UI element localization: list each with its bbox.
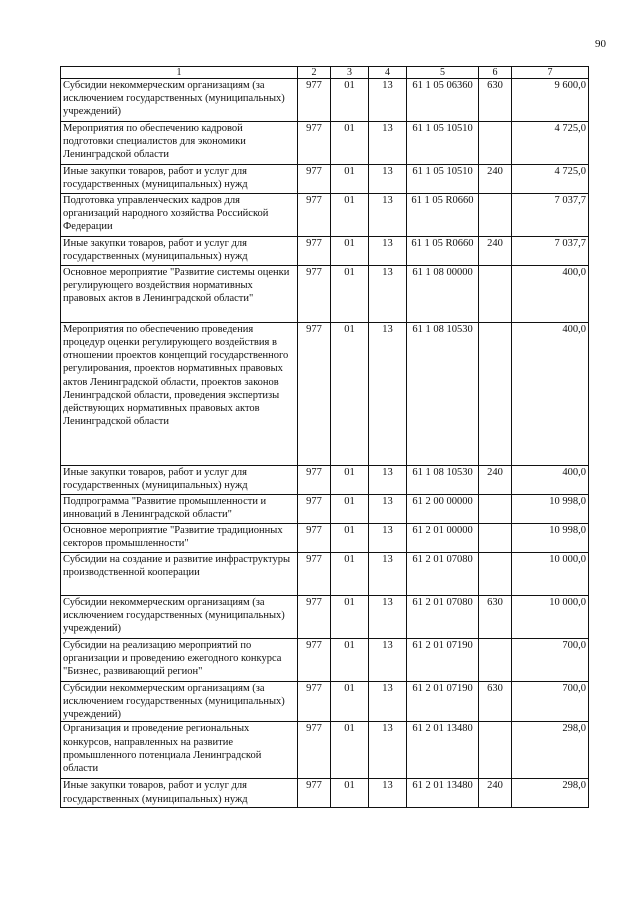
table-row (61, 266, 589, 323)
section-cell: 01 (331, 266, 369, 323)
item-name-cell: Субсидии некоммерческим организациям (за исключением государственных (муниципальных) учреждений) (61, 79, 298, 122)
table-row (61, 79, 589, 122)
table-row (61, 194, 589, 237)
column-header: 7 (512, 67, 589, 79)
table-row (61, 165, 589, 194)
subsection-cell: 13 (369, 165, 407, 194)
item-name-cell: Организация и проведение региональных конкурсов, направленных на развитие промышленного потенциала Ленинградской области (61, 722, 298, 779)
section-cell: 01 (331, 194, 369, 237)
amount-cell: 298,0 (512, 779, 589, 808)
page-number: 90 (595, 38, 606, 50)
subsection-cell: 13 (369, 323, 407, 466)
section-cell: 01 (331, 553, 369, 596)
target-article-cell: 61 1 08 10530 (407, 323, 479, 466)
item-name-cell: Мероприятия по обеспечению проведения процедур оценки регулирующего воздействия в отношении проектов концепций государственного регулирования, проектов нормативных правовых актов Ленинградской области, проектов законов Ленинградской области, проведения экспертизы действующих нормативных правовых актов Ленинградской области (61, 323, 298, 466)
amount-cell: 4 725,0 (512, 165, 589, 194)
item-name-cell: Иные закупки товаров, работ и услуг для государственных (муниципальных) нужд (61, 237, 298, 266)
grbs-cell: 977 (298, 779, 331, 808)
grbs-cell: 977 (298, 639, 331, 682)
section-cell: 01 (331, 682, 369, 722)
table-row (61, 553, 589, 596)
expense-type-cell (479, 323, 512, 466)
section-cell: 01 (331, 639, 369, 682)
section-cell: 01 (331, 466, 369, 495)
expense-type-cell: 240 (479, 165, 512, 194)
section-cell: 01 (331, 79, 369, 122)
subsection-cell: 13 (369, 122, 407, 165)
amount-cell: 4 725,0 (512, 122, 589, 165)
table-row (61, 122, 589, 165)
grbs-cell: 977 (298, 266, 331, 323)
grbs-cell: 977 (298, 165, 331, 194)
amount-cell: 10 000,0 (512, 596, 589, 639)
target-article-cell: 61 2 01 07080 (407, 553, 479, 596)
subsection-cell: 13 (369, 639, 407, 682)
expense-type-cell (479, 495, 512, 524)
section-cell: 01 (331, 524, 369, 553)
grbs-cell: 977 (298, 323, 331, 466)
grbs-cell: 977 (298, 722, 331, 779)
table-row (61, 682, 589, 722)
expense-type-cell: 630 (479, 79, 512, 122)
target-article-cell: 61 2 01 07190 (407, 682, 479, 722)
table-row (61, 524, 589, 553)
grbs-cell: 977 (298, 237, 331, 266)
table-row (61, 596, 589, 639)
subsection-cell: 13 (369, 466, 407, 495)
column-header: 6 (479, 67, 512, 79)
amount-cell: 700,0 (512, 682, 589, 722)
item-name-cell: Основное мероприятие "Развитие системы оценки регулирующего воздействия нормативных правовых актов в Ленинградской области" (61, 266, 298, 323)
section-cell: 01 (331, 323, 369, 466)
target-article-cell: 61 2 01 13480 (407, 722, 479, 779)
amount-cell: 10 998,0 (512, 495, 589, 524)
amount-cell: 10 998,0 (512, 524, 589, 553)
section-cell: 01 (331, 722, 369, 779)
target-article-cell: 61 2 01 00000 (407, 524, 479, 553)
table-row (61, 237, 589, 266)
amount-cell: 400,0 (512, 323, 589, 466)
column-header: 3 (331, 67, 369, 79)
subsection-cell: 13 (369, 524, 407, 553)
target-article-cell: 61 1 05 10510 (407, 122, 479, 165)
table-row (61, 722, 589, 779)
subsection-cell: 13 (369, 194, 407, 237)
subsection-cell: 13 (369, 266, 407, 323)
column-header: 1 (61, 67, 298, 79)
expense-type-cell (479, 266, 512, 323)
expense-type-cell: 240 (479, 779, 512, 808)
target-article-cell: 61 1 05 R0660 (407, 194, 479, 237)
subsection-cell: 13 (369, 495, 407, 524)
grbs-cell: 977 (298, 682, 331, 722)
item-name-cell: Субсидии некоммерческим организациям (за исключением государственных (муниципальных) учреждений) (61, 682, 298, 722)
section-cell: 01 (331, 779, 369, 808)
amount-cell: 298,0 (512, 722, 589, 779)
expense-type-cell: 240 (479, 466, 512, 495)
target-article-cell: 61 2 01 07080 (407, 596, 479, 639)
expense-type-cell: 240 (479, 237, 512, 266)
section-cell: 01 (331, 596, 369, 639)
subsection-cell: 13 (369, 779, 407, 808)
subsection-cell: 13 (369, 553, 407, 596)
target-article-cell: 61 2 01 07190 (407, 639, 479, 682)
section-cell: 01 (331, 122, 369, 165)
table-row (61, 495, 589, 524)
grbs-cell: 977 (298, 495, 331, 524)
subsection-cell: 13 (369, 79, 407, 122)
grbs-cell: 977 (298, 194, 331, 237)
target-article-cell: 61 1 05 R0660 (407, 237, 479, 266)
column-header: 4 (369, 67, 407, 79)
item-name-cell: Иные закупки товаров, работ и услуг для государственных (муниципальных) нужд (61, 779, 298, 808)
amount-cell: 9 600,0 (512, 79, 589, 122)
column-header: 2 (298, 67, 331, 79)
target-article-cell: 61 1 05 10510 (407, 165, 479, 194)
expense-type-cell (479, 553, 512, 596)
grbs-cell: 977 (298, 553, 331, 596)
subsection-cell: 13 (369, 682, 407, 722)
expense-type-cell (479, 722, 512, 779)
grbs-cell: 977 (298, 524, 331, 553)
target-article-cell: 61 2 00 00000 (407, 495, 479, 524)
subsection-cell: 13 (369, 722, 407, 779)
amount-cell: 700,0 (512, 639, 589, 682)
section-cell: 01 (331, 165, 369, 194)
table-row (61, 323, 589, 466)
table-row (61, 466, 589, 495)
target-article-cell: 61 2 01 13480 (407, 779, 479, 808)
target-article-cell: 61 1 08 10530 (407, 466, 479, 495)
table-row (61, 779, 589, 808)
table-header-row (61, 67, 589, 79)
grbs-cell: 977 (298, 466, 331, 495)
target-article-cell: 61 1 08 00000 (407, 266, 479, 323)
item-name-cell: Субсидии на реализацию мероприятий по организации и проведению ежегодного конкурса "Бизнес, развивающий регион" (61, 639, 298, 682)
target-article-cell: 61 1 05 06360 (407, 79, 479, 122)
budget-table (60, 66, 589, 808)
item-name-cell: Подготовка управленческих кадров для организаций народного хозяйства Российской Федерации (61, 194, 298, 237)
column-header: 5 (407, 67, 479, 79)
grbs-cell: 977 (298, 79, 331, 122)
expense-type-cell (479, 122, 512, 165)
item-name-cell: Мероприятия по обеспечению кадровой подготовки специалистов для экономики Ленинградской области (61, 122, 298, 165)
subsection-cell: 13 (369, 237, 407, 266)
subsection-cell: 13 (369, 596, 407, 639)
amount-cell: 7 037,7 (512, 194, 589, 237)
item-name-cell: Основное мероприятие "Развитие традиционных секторов промышленности" (61, 524, 298, 553)
item-name-cell: Иные закупки товаров, работ и услуг для государственных (муниципальных) нужд (61, 165, 298, 194)
expense-type-cell (479, 194, 512, 237)
expense-type-cell: 630 (479, 682, 512, 722)
table-row (61, 639, 589, 682)
grbs-cell: 977 (298, 596, 331, 639)
item-name-cell: Субсидии на создание и развитие инфраструктуры производственной кооперации (61, 553, 298, 596)
expense-type-cell (479, 639, 512, 682)
amount-cell: 400,0 (512, 466, 589, 495)
amount-cell: 7 037,7 (512, 237, 589, 266)
item-name-cell: Подпрограмма "Развитие промышленности и инноваций в Ленинградской области" (61, 495, 298, 524)
amount-cell: 400,0 (512, 266, 589, 323)
item-name-cell: Субсидии некоммерческим организациям (за исключением государственных (муниципальных) учреждений) (61, 596, 298, 639)
section-cell: 01 (331, 495, 369, 524)
item-name-cell: Иные закупки товаров, работ и услуг для государственных (муниципальных) нужд (61, 466, 298, 495)
section-cell: 01 (331, 237, 369, 266)
amount-cell: 10 000,0 (512, 553, 589, 596)
grbs-cell: 977 (298, 122, 331, 165)
expense-type-cell: 630 (479, 596, 512, 639)
expense-type-cell (479, 524, 512, 553)
